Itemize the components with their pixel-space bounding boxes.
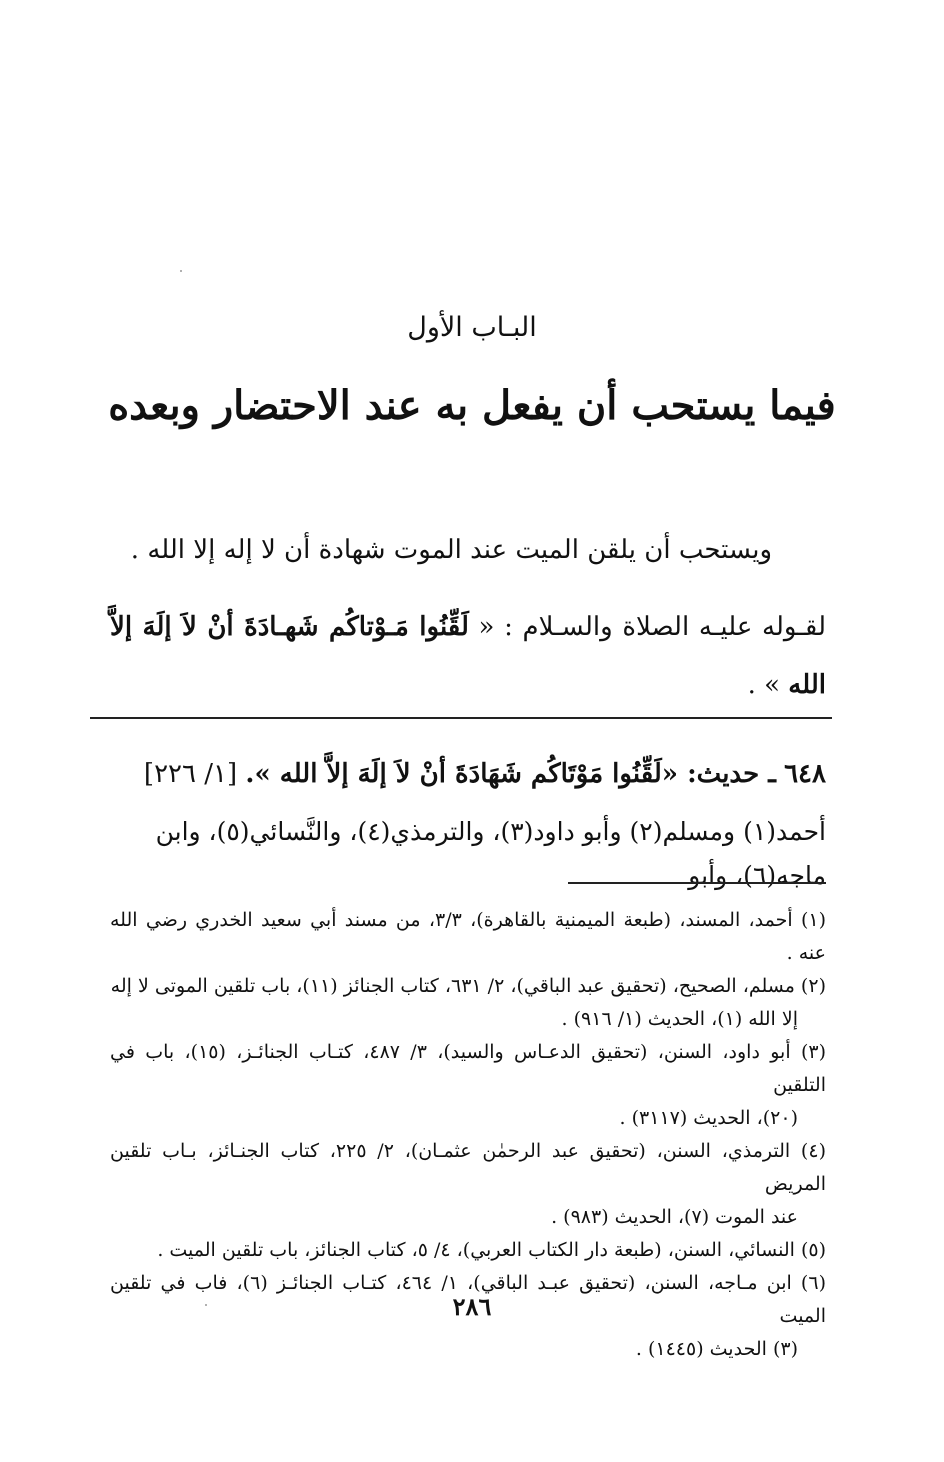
- footnote-line: (٦) ابن مـاجه، السنن، (تحقيق عبـد الباقي)، ١/ ٤٦٤، كتـاب الجنائـز (٦)، فاب في تلقين الميت: [110, 1272, 826, 1327]
- paragraph-2-end: » .: [747, 670, 789, 700]
- hadith-number: ٦٤٨: [784, 759, 826, 789]
- footnote-line: (٢) مسلم، الصحيح، (تحقيق عبد الباقي)، ٢/ ٦٣١، كتاب الجنائز (١١)، باب تلقين الموتى لا إله: [110, 975, 826, 997]
- hadith-heading: ـ حديث: «لَقِّنُوا مَوْتَاكُم شَهَادَةَ أنْ لاَ إلَهَ إلاَّ الله ».: [245, 759, 776, 789]
- main-text-divider: [90, 717, 832, 719]
- hadith-quote: لَقِّنُوا مَـوْتاكُم شَهـادَةَ أنْ لاَ إلَهَ إلاَّ الله: [110, 612, 826, 700]
- chapter-label: البـاب الأول: [407, 312, 537, 343]
- footnote-divider: [568, 882, 826, 884]
- footnote-continuation: (٢٠)، الحديث (٣١١٧) .: [619, 1107, 798, 1129]
- footnote-line: (٤) الترمذي، السنن، (تحقيق عبد الرحمٰن عثمـان)، ٢/ ٢٢٥، كتاب الجنـائز، بـاب تلقين المريض: [110, 1140, 826, 1195]
- footnote-line: (٥) النسائي، السنن، (طبعة دار الكتاب العربي)، ٤/ ٥، كتاب الجنائز، باب تلقين الميت .: [157, 1239, 826, 1261]
- footnote-continuation: إلا الله (١)، الحديث (١/ ٩١٦) .: [561, 1008, 798, 1030]
- footnote-4: [110, 1135, 826, 1234]
- chapter-title: فيما يستحب أن يفعل به عند الاحتضار وبعده: [108, 382, 836, 429]
- scan-speck: [180, 270, 182, 272]
- footnote-2: [110, 970, 826, 1036]
- hadith-narrators: أحمد(١) ومسلم(٢) وأبو داود(٣)، والترمذي(٤)، والنَّسائي(٥)، وابن ماجه(٦)، وأبو: [155, 817, 826, 890]
- footnote-line: (٣) أبو داود، السنن، (تحقيق الدعـاس والسيد)، ٣/ ٤٨٧، كتـاب الجنائـز، (١٥)، باب في التلقين: [110, 1041, 826, 1096]
- footnote-1: [110, 904, 826, 970]
- footnote-line: (١) أحمد، المسند، (طبعة الميمنية بالقاهرة)، ٣/٣، من مسند أبي سعيد الخدري رضي الله عنه .: [110, 909, 827, 964]
- footnote-continuation: عند الموت (٧)، الحديث (٩٨٣) .: [551, 1206, 798, 1228]
- hadith-entry: [110, 752, 826, 796]
- footnote-3: [110, 1036, 826, 1135]
- paragraph-2-intro: لقـوله عليـه الصلاة والسـلام : «: [468, 612, 826, 642]
- body-paragraph-1: ويستحب أن يلقن الميت عند الموت شهادة أن لا إله إلا الله .: [130, 535, 772, 565]
- body-paragraph-2: [110, 598, 826, 714]
- hadith-reference: [١/ ٢٢٦]: [143, 759, 246, 789]
- footnote-5: [110, 1234, 826, 1267]
- footnote-continuation: (٣) الحديث (١٤٤٥) .: [635, 1338, 798, 1360]
- page-number: ٢٨٦: [452, 1292, 492, 1321]
